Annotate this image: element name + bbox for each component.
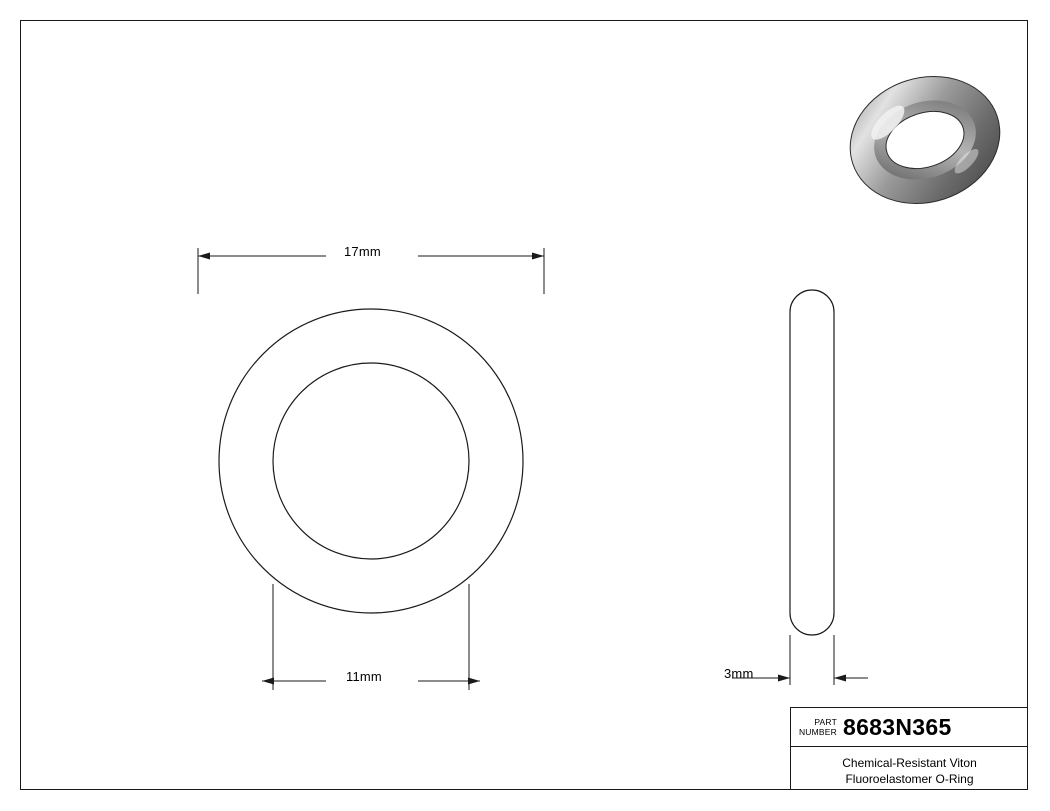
part-description [791, 747, 1028, 787]
part-number-value: 8683N365 [843, 713, 952, 740]
front-annulus-view [196, 244, 556, 704]
part-caption-line1: PART [814, 717, 837, 727]
side-profile-view [700, 270, 900, 690]
isometric-o-ring-render [840, 40, 1010, 240]
part-caption-line2: NUMBER [798, 727, 837, 737]
description-line-1: Chemical-Resistant Viton [842, 756, 977, 770]
cross-section-label: 3mm [724, 666, 754, 681]
title-block-part-row [791, 708, 1028, 747]
description-line-2: Fluoroelastomer O-Ring [845, 772, 974, 786]
outer-diameter-label: 17mm [344, 244, 381, 259]
inner-diameter-label: 11mm [346, 669, 382, 684]
part-number-caption [791, 717, 843, 737]
title-block [790, 707, 1028, 790]
